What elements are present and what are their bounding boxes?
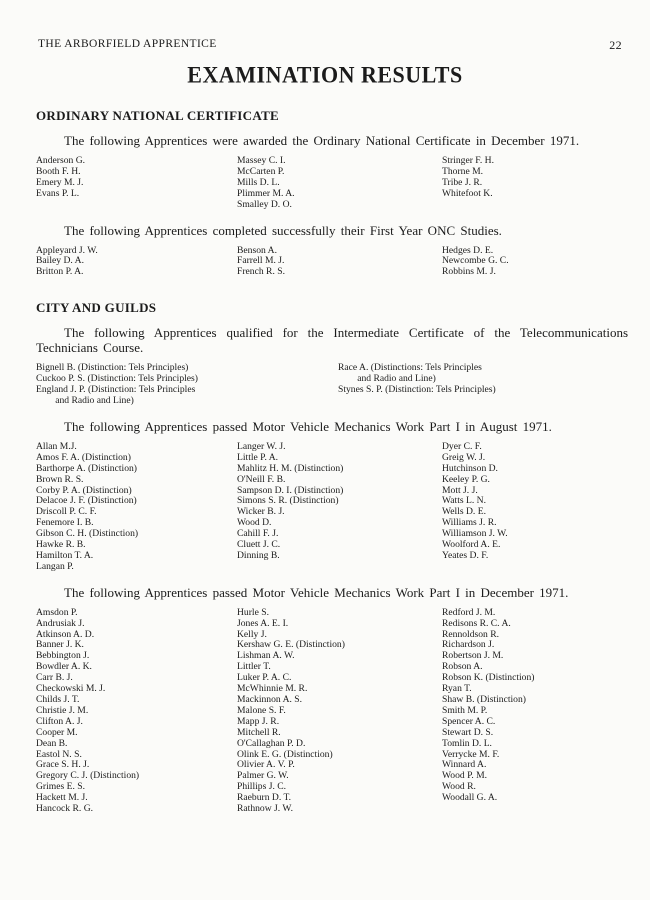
name-entry: Kershaw G. E. (Distinction): [237, 639, 345, 651]
name-column: [36, 608, 237, 815]
name-entry: Booth F. H.: [36, 165, 81, 177]
mvm-august-list: [36, 442, 628, 573]
name-entry: Mott J. J.: [442, 484, 478, 496]
onc-awarded-list: [36, 156, 628, 211]
name-entry: Hamilton T. A.: [36, 549, 94, 561]
name-entry: Wells D. E.: [442, 506, 486, 518]
name-entry: Luker P. A. C.: [237, 672, 292, 684]
name-entry: Redisons R. C. A.: [442, 617, 511, 629]
name-column: [442, 442, 628, 573]
name-entry: Gibson C. H. (Distinction): [36, 528, 139, 540]
name-entry: Ryan T.: [442, 683, 472, 695]
name-entry: Dyer C. F.: [442, 440, 482, 452]
name-entry: Keeley P. G.: [442, 473, 490, 485]
telecom-list: [36, 363, 628, 407]
name-column: [36, 156, 237, 211]
name-entry: Barthorpe A. (Distinction): [36, 462, 137, 474]
mvm-december-list: [36, 608, 628, 815]
name-entry: Grimes E. S.: [36, 781, 86, 793]
name-entry: Appleyard J. W.: [36, 244, 98, 256]
name-entry: Richardson J.: [442, 639, 495, 651]
name-column: [442, 608, 628, 815]
name-entry: Littler T.: [237, 661, 271, 673]
name-entry: Robson K. (Distinction): [442, 672, 535, 684]
name-entry: Redford J. M.: [442, 606, 496, 618]
name-entry: Eastol N. S.: [36, 748, 82, 760]
name-entry: Carr B. J.: [36, 672, 73, 684]
name-entry: Palmer G. W.: [237, 770, 289, 782]
name-entry: Raeburn D. T.: [237, 792, 291, 804]
page-title: EXAMINATION RESULTS: [187, 61, 463, 88]
name-entry: Woolford A. E.: [442, 539, 501, 551]
name-entry: French R. S.: [237, 266, 285, 278]
name-entry: Amos F. A. (Distinction): [36, 451, 131, 463]
name-entry: Winnard A.: [442, 759, 487, 771]
name-entry: Benson A.: [237, 244, 277, 256]
name-entry: Malone S. F.: [237, 704, 286, 716]
name-entry: Hawke R. B.: [36, 539, 86, 551]
name-entry: Hutchinson D.: [442, 462, 498, 474]
name-entry: Anderson G.: [36, 155, 86, 166]
mvm-december-intro: The following Apprentices passed Motor Vehicle Mechanics Work Part I in December 1971.: [64, 584, 569, 600]
name-entry: Evans P. L.: [36, 187, 80, 199]
name-entry: Brown R. S.: [36, 473, 84, 485]
name-entry: Cooper M.: [36, 726, 78, 738]
name-entry: McCarten P.: [237, 165, 285, 177]
name-column: [338, 363, 628, 407]
name-entry: Stynes S. P. (Distinction: Tels Principles): [338, 384, 496, 396]
name-entry: Kelly J.: [237, 628, 267, 640]
onc-first-year-intro: The following Apprentices completed successfully their First Year ONC Studies.: [64, 222, 502, 238]
name-entry: Lishman A. W.: [237, 650, 295, 662]
name-entry: Checkowski M. J.: [36, 683, 106, 695]
name-column: [36, 363, 338, 407]
name-entry: England J. P. (Distinction: Tels Principles: [36, 384, 196, 396]
name-entry: Greig W. J.: [442, 451, 486, 463]
name-column: [237, 156, 442, 211]
name-entry: Little P. A.: [237, 451, 279, 463]
name-entry: and Radio and Line): [338, 373, 436, 385]
name-entry: Bignell B. (Distinction: Tels Principles): [36, 362, 189, 374]
name-entry: Phillips J. C.: [237, 781, 287, 793]
name-entry: Williams J. R.: [442, 517, 497, 529]
name-entry: O'Neill F. B.: [237, 473, 286, 485]
name-entry: Atkinson A. D.: [36, 628, 95, 640]
name-entry: Dinning B.: [237, 549, 280, 561]
name-entry: Andrusiak J.: [36, 617, 85, 629]
name-entry: Cluett J. C.: [237, 539, 281, 551]
name-entry: Banner J. K.: [36, 639, 84, 651]
name-entry: Fenemore I. B.: [36, 517, 94, 529]
name-entry: Watts L. N.: [442, 495, 486, 507]
name-column: [237, 246, 442, 279]
name-entry: Hedges D. E.: [442, 244, 494, 256]
name-entry: Wicker B. J.: [237, 506, 285, 518]
name-entry: Olink E. G. (Distinction): [237, 748, 333, 760]
name-entry: Delacoe J. F. (Distinction): [36, 495, 137, 507]
name-entry: Bailey D. A.: [36, 255, 84, 267]
name-entry: Mills D. L.: [237, 176, 280, 188]
mvm-august-intro: The following Apprentices passed Motor Vehicle Mechanics Work Part I in August 1971.: [64, 418, 552, 434]
name-entry: Mapp J. R.: [237, 715, 280, 727]
name-entry: Woodall G. A.: [442, 792, 498, 804]
name-column: [237, 442, 442, 573]
name-entry: Grace S. H. J.: [36, 759, 90, 771]
name-entry: Hackett M. J.: [36, 792, 88, 804]
name-entry: Emery M. J.: [36, 176, 84, 188]
name-entry: Stringer F. H.: [442, 155, 494, 166]
name-column: [442, 246, 628, 279]
onc-first-year-list: [36, 246, 628, 279]
name-entry: Christie J. M.: [36, 704, 89, 716]
name-entry: Smith M. P.: [442, 704, 488, 716]
name-entry: Dean B.: [36, 737, 68, 749]
name-entry: Bowdler A. K.: [36, 661, 92, 673]
name-entry: Simons S. R. (Distinction): [237, 495, 339, 507]
onc-awarded-intro: The following Apprentices were awarded the Ordinary National Certificate in December 1971.: [64, 133, 580, 148]
name-column: [36, 246, 237, 279]
name-entry: Verrycke M. F.: [442, 748, 500, 760]
name-entry: Allan M.J.: [36, 440, 77, 452]
name-entry: Jones A. E. I.: [237, 617, 289, 629]
name-entry: Race A. (Distinctions: Tels Principles: [338, 362, 482, 374]
name-entry: O'Callaghan P. D.: [237, 737, 306, 749]
name-entry: Clifton A. J.: [36, 715, 83, 727]
name-entry: Mitchell R.: [237, 726, 281, 738]
name-entry: Childs J. T.: [36, 694, 80, 705]
name-entry: Cahill F. J.: [237, 528, 279, 540]
name-entry: and Radio and Line): [36, 394, 134, 406]
city-guilds-heading: CITY AND GUILDS: [36, 300, 157, 316]
name-entry: Tribe J. R.: [442, 176, 483, 188]
name-entry: Thorne M.: [442, 165, 484, 177]
running-header: THE ARBORFIELD APPRENTICE: [38, 38, 217, 50]
name-entry: Sampson D. I. (Distinction): [237, 484, 344, 496]
name-entry: Tomlin D. L.: [442, 737, 492, 749]
name-entry: Wood D.: [237, 517, 272, 529]
name-entry: Wood P. M.: [442, 770, 488, 782]
name-entry: Smalley D. O.: [237, 198, 292, 210]
name-entry: Wood R.: [442, 781, 476, 793]
name-entry: Gregory C. J. (Distinction): [36, 770, 140, 782]
name-entry: Robbins M. J.: [442, 266, 496, 278]
name-entry: Whitefoot K.: [442, 187, 493, 199]
name-column: [237, 608, 442, 815]
name-entry: Langer W. J.: [237, 440, 286, 452]
name-entry: Bebbington J.: [36, 650, 90, 662]
name-entry: McWhinnie M. R.: [237, 683, 308, 695]
telecom-intro: The following Apprentices qualified for the Intermediate Certificate of the Telecommunications Technicians Course.: [36, 325, 628, 356]
name-entry: Cuckoo P. S. (Distinction: Tels Principles): [36, 373, 198, 385]
name-entry: Olivier A. V. P.: [237, 759, 295, 771]
onc-heading: ORDINARY NATIONAL CERTIFICATE: [36, 108, 280, 123]
name-entry: Langan P.: [36, 560, 74, 572]
name-entry: Corby P. A. (Distinction): [36, 484, 132, 496]
name-entry: Spencer A. C.: [442, 715, 496, 727]
name-entry: Amsdon P.: [36, 606, 78, 618]
name-entry: Williamson J. W.: [442, 528, 508, 540]
name-column: [36, 442, 237, 573]
name-entry: Shaw B. (Distinction): [442, 694, 526, 705]
name-entry: Massey C. I.: [237, 155, 286, 166]
name-entry: Rennoldson R.: [442, 628, 500, 640]
name-entry: Newcombe G. C.: [442, 255, 509, 267]
name-entry: Yeates D. F.: [442, 549, 489, 561]
name-entry: Mahlitz H. M. (Distinction): [237, 462, 344, 474]
name-entry: Farrell M. J.: [237, 255, 285, 267]
page-number: 22: [609, 38, 622, 52]
name-entry: Hancock R. G.: [36, 803, 94, 815]
name-entry: Mackinnon A. S.: [237, 694, 303, 705]
name-entry: Britton P. A.: [36, 266, 84, 278]
name-entry: Driscoll P. C. F.: [36, 506, 97, 518]
name-entry: Hurle S.: [237, 606, 269, 618]
name-entry: Rathnow J. W.: [237, 803, 293, 815]
name-entry: Robson A.: [442, 661, 483, 673]
name-entry: Plimmer M. A.: [237, 187, 295, 199]
name-entry: Robertson J. M.: [442, 650, 504, 662]
name-entry: Stewart D. S.: [442, 726, 494, 738]
name-column: [442, 156, 628, 211]
page-content: [36, 108, 628, 819]
